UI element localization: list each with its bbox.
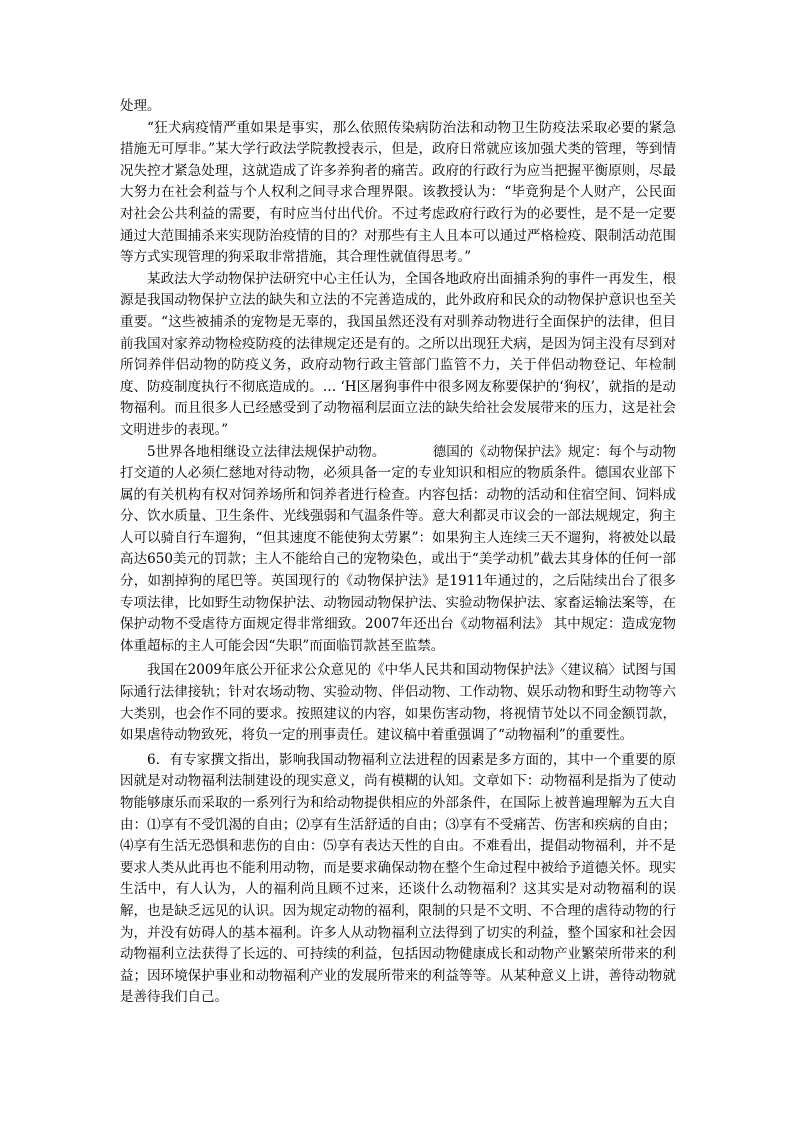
document-page bbox=[120, 96, 676, 1009]
paragraph-continuation: 处理。 bbox=[120, 98, 161, 114]
paragraph-expert-article: 6．有专家撰文指出，影响我国动物福利立法进程的因素是多方面的，其中一个重要的原因就是对动物福利法制建设的现实意义，尚有模糊的认知。文章如下：动物福利是指为了使动物能够康乐而采取的一系列行为和给动物提供相应的外部条件，在国际上被普遍理解为五大自由：⑴享有不受饥渴的自由；⑵享有生活舒适的自由；⑶享有不受痛苦、伤害和疾病的自由；⑷享有生活无恐惧和悲伤的自由：⑸享有表达天性的自由。不难看出，提倡动物福利，并不是要求人类从此再也不能利用动物，而是要求确保动物在整个生命过程中被给予道德关怀。现实生活中，有人认为，人的福利尚且顾不过来，还谈什么动物福利？这其实是对动物福利的误解，也是缺乏远见的认识。因为规定动物的福利，限制的只是不文明、不合理的虐待动物的行为，并没有妨碍人的基本福利。许多人从动物福利立法得到了切实的利益，整个国家和社会因动物福利立法获得了长远的、可持续的利益，包括因动物健康成长和动物产业繁荣所带来的利益；因环境保护事业和动物福利产业的发展所带来的利益等等。从某种意义上讲，善待动物就是善待我们自己。 bbox=[120, 751, 676, 1006]
paragraph-world-legislation: 5世界各地相继设立法律法规保护动物。 德国的《动物保护法》规定：每个与动物打交道的人必须仁慈地对待动物，必须具备一定的专业知识和相应的物质条件。德国农业部下属的有关机构有权对饲养场所和饲养者进行检查。内容包括：动物的活动和住宿空间、饲料成分、饮水质量、卫生条件、光线强弱和气温条件等。意大利都灵市议会的一部法规规定，狗主人可以骑自行车遛狗，“但其速度不能使狗太劳累”：如果狗主人连续三天不遛狗，将被处以最高达650美元的罚款；主人不能给自己的宠物染色，或出于“美学动机”截去其身体的任何一部分，如割掉狗的尾巴等。英国现行的《动物保护法》是1911年通过的，之后陆续出台了很多专项法律，比如野生动物保护法、动物园动物保护法、实验动物保护法、家畜运输法案等，在保护动物不受虐待方面规定得非常细致。2007年还出台《动物福利法》 其中规定：造成宠物体重超标的主人可能会因“失职”而面临罚款甚至监禁。 bbox=[120, 443, 676, 654]
paragraph-china-draft-law: 我国在2009年底公开征求公众意见的《中华人民共和国动物保护法》〈建议稿〉试图与国际通行法律接轨；针对农场动物、实验动物、伴侣动物、工作动物、娱乐动物和野生动物等六大类别，也会作不同的要求。按照建议的内容，如果伤害动物，将视情节处以不同金额罚款，如果虐待动物致死，将负一定的刑事责任。建议稿中着重强调了“动物福利”的重要性。 bbox=[120, 662, 676, 744]
paragraph-professor-opinion: “狂犬病疫情严重如果是事实，那么依照传染病防治法和动物卫生防疫法采取必要的紧急措施无可厚非。”某大学行政法学院教授表示，但是，政府日常就应该加强犬类的管理，等到情况失控才紧急处理，这就造成了许多养狗者的痛苦。政府的行政行为应当把握平衡原则，尽最大努力在社会利益与个人权利之间寻求合理界限。该教授认为：“毕竟狗是个人财产，公民面对社会公共利益的需要，有时应当付出代价。不过考虑政府行政行为的必要性，是不是一定要通过大范围捕杀来实现防治疫情的目的？对那些有主人且本可以通过严格检疫、限制活动范围等方式实现管理的狗采取非常措施，其合理性就值得思考。” bbox=[120, 119, 676, 266]
paragraph-research-center-opinion: 某政法大学动物保护法研究中心主任认为，全国各地政府出面捕杀狗的事件一再发生，根源是我国动物保护立法的缺失和立法的不完善造成的，此外政府和民众的动物保护意识也至关重要。“这些被捕杀的宠物是无辜的，我国虽然还没有对驯养动物进行全面保护的法律，但目前我国对家养动物检疫防疫的法律规定还是有的。之所以出现狂犬病，是因为饲主没有尽到对所饲养伴侣动物的防疫义务，政府动物行政主管部门监管不力，关于伴侣动物登记、年检制度、防疫制度执行不彻底造成的。… ‘H区屠狗事件中很多网友称要保护的‘狗权’，就指的是动物福利。而且很多人已经感受到了动物福利层面立法的缺失给社会发展带来的压力，这是社会文明进步的表现。” bbox=[120, 270, 676, 438]
